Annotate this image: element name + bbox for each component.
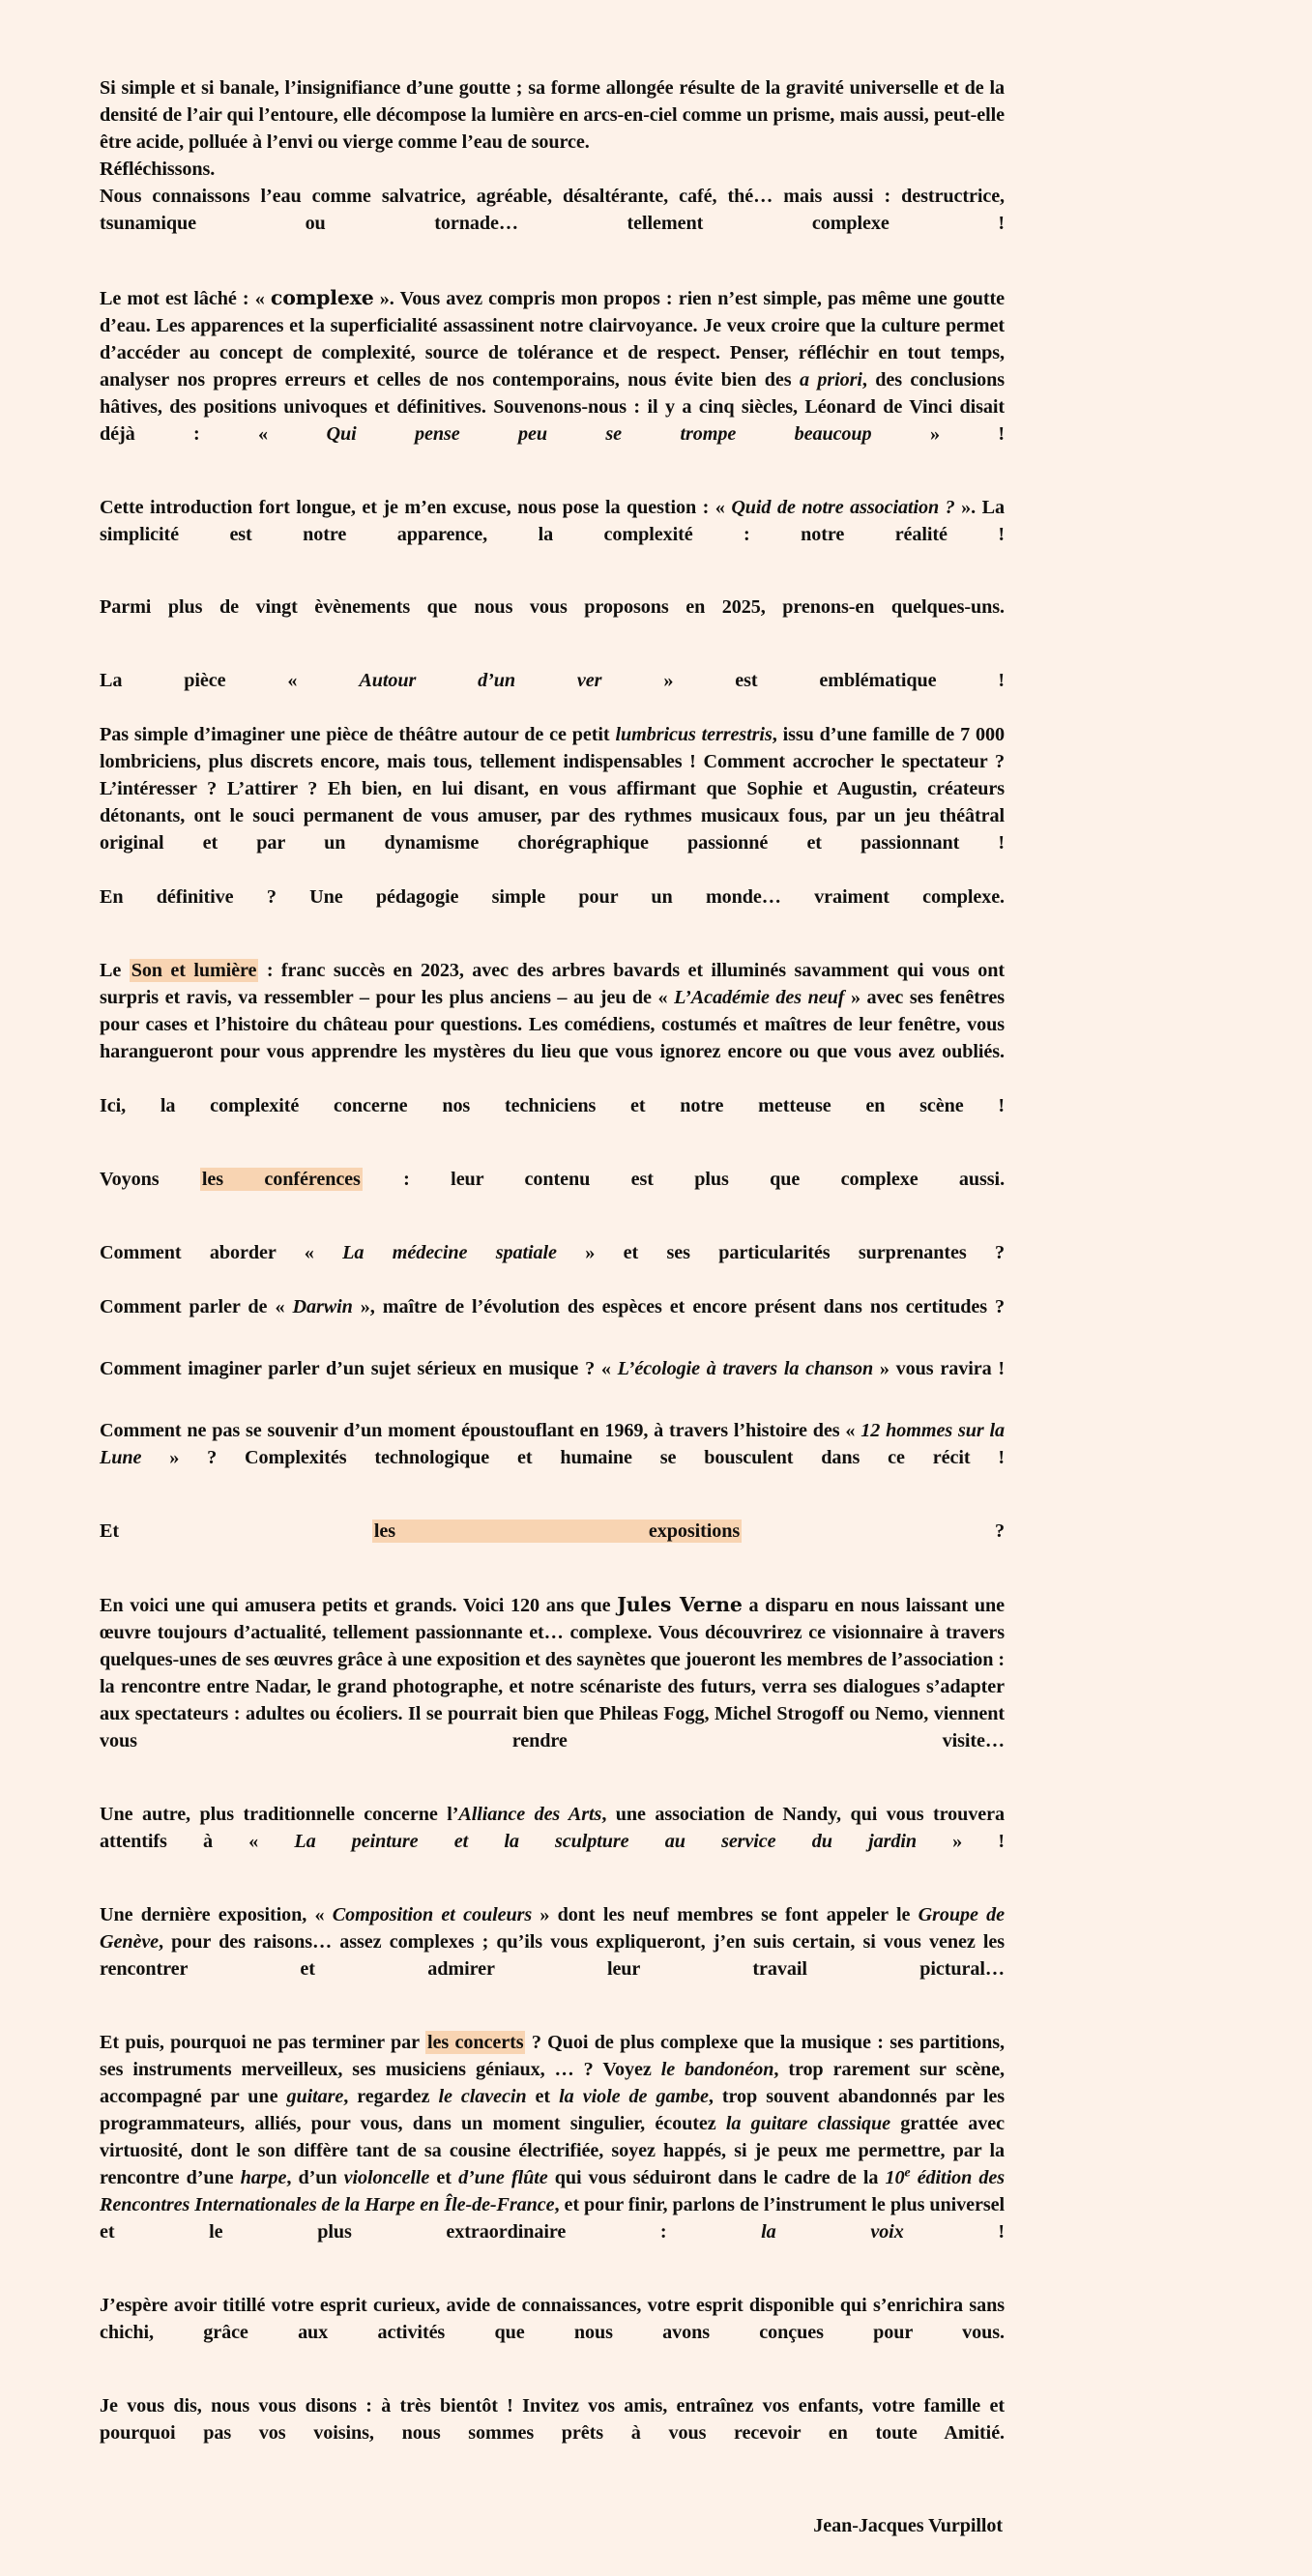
instrument-viole-de-gambe: la viole de gambe xyxy=(559,2085,709,2107)
text-run: , trop rarement sur scène, accompagné par une xyxy=(100,2059,1005,2107)
text-run: » et ses particularités surprenantes ? xyxy=(556,1241,1005,1263)
edition-number: 10 xyxy=(885,2166,905,2188)
paragraph-piece-body xyxy=(100,722,1005,884)
text-run: La pièce « xyxy=(100,670,360,692)
text-run: En voici une qui amusera petits et grands. Voici 120 ans que xyxy=(100,1595,618,1617)
paragraph-complexe xyxy=(100,284,1005,476)
text-run: grattée avec virtuosité, dont le son diffère tant de sa cousine électrifiée, soyez happés, si je peux me permettre, par la rencontre d’une xyxy=(100,2112,1005,2188)
text-run: : leur contenu est plus que complexe aussi. xyxy=(362,1168,1006,1190)
text-run: Une autre, plus traditionnelle concerne l’ xyxy=(100,1804,459,1826)
text-run: ! xyxy=(903,2220,1005,2243)
instrument-bandoneon: le bandonéon xyxy=(660,2059,774,2080)
instrument-la-voix: la voix xyxy=(761,2220,904,2243)
title-peinture-sculpture-jardin: La peinture et la sculpture au service du jardin xyxy=(294,1831,917,1853)
title-darwin: Darwin xyxy=(292,1295,353,1317)
paragraph-concerts xyxy=(100,2030,1005,2273)
text-run: , d’un xyxy=(286,2166,344,2188)
paragraph-conference-darwin xyxy=(100,1294,1005,1348)
name-jules-verne: Jules Verne xyxy=(617,1593,743,1617)
paragraph-conference-ecologie xyxy=(100,1356,1005,1410)
text-run: » dont les neuf membres se font appeler le xyxy=(532,1904,918,1926)
instrument-clavecin: le clavecin xyxy=(438,2085,527,2107)
highlight-les-expositions: les expositions xyxy=(373,1520,741,1542)
instrument-violoncelle: violoncelle xyxy=(343,2166,430,2188)
text-run: , trop souvent abandonnés par les programmateurs, alliés, pour vous, dans un moment singulier, écoutez xyxy=(100,2085,1005,2134)
instrument-harpe: harpe xyxy=(240,2166,287,2188)
text-run: Pas simple d’imaginer une pièce de théâtre autour de ce petit xyxy=(100,724,616,746)
highlight-son-et-lumiere: Son et lumière xyxy=(131,960,257,982)
quote-da-vinci: Qui pense peu se trompe beaucoup xyxy=(326,422,872,445)
text-run: » ! xyxy=(916,1831,1005,1853)
title-academie-des-neuf: L’Académie des neuf xyxy=(674,987,845,1009)
text-run: ? xyxy=(742,1520,1005,1542)
text-run: Comment ne pas se souvenir d’un moment époustouflant en 1969, à travers l’histoire des « xyxy=(100,1419,861,1441)
water-sentence: Nous connaissons l’eau comme salvatrice, agréable, désaltérante, café, thé… mais aussi : destructrice, tsunamique ou tornade… tellement complexe ! xyxy=(100,185,1005,234)
paragraph-son-et-lumiere-note xyxy=(100,1093,1005,1147)
text-run: Comment imaginer parler d’un sujet sérieux en musique ? « xyxy=(100,1357,618,1379)
text-run: Et xyxy=(100,1520,372,1542)
org-groupe-de-geneve: Groupe de Genève xyxy=(100,1904,1005,1954)
paragraph-son-et-lumiere xyxy=(100,958,1005,1093)
paragraph-introduction-longue xyxy=(100,495,1005,576)
title-composition-et-couleurs: Composition et couleurs xyxy=(332,1904,533,1926)
quote-quid: Quid de notre association ? xyxy=(731,496,955,518)
text-run: et xyxy=(429,2166,459,2188)
latin-lumbricus: lumbricus terrestris xyxy=(615,724,773,746)
text-run: Cette introduction fort longue, et je m’en excuse, nous pose la question : « xyxy=(100,496,732,518)
text-run: Et puis, pourquoi ne pas terminer par xyxy=(100,2032,426,2054)
highlight-les-conferences: les conférences xyxy=(201,1168,361,1190)
author-signature: Jean-Jacques Vurpillot xyxy=(813,2514,1003,2536)
paragraph-piece-conclusion xyxy=(100,884,1005,939)
text-run: » ? Complexités technologique et humaine se bousculent dans ce récit ! xyxy=(141,1446,1005,1468)
intro-sentence: Si simple et si banale, l’insignifiance d’une goutte ; sa forme allongée résulte de la gravité universelle et de la densité de l’air qui l’entoure, elle décompose la lumière en arcs-en-ciel comme un prisme, mais aussi, peut-elle être acide, polluée à l’envi ou vierge comme l’eau de source. xyxy=(100,77,1005,153)
event-name: édition des Rencontres Internationales de la Harpe en Île-de-France xyxy=(100,2166,1005,2215)
text-run: : franc succès en 2023, avec des arbres bavards et illuminés savamment qui vous ont surpris et ravis, va ressembler – pour les plus anciens – au jeu de « xyxy=(100,960,1005,1009)
text-run: ». La simplicité est notre apparence, la complexité : notre réalité ! xyxy=(100,496,1005,545)
text-run: , pour des raisons… assez complexes ; qu’ils vous expliqueront, j’en suis certain, si vous venez les rencontrer et admirer leur travail pictural… xyxy=(100,1931,1005,1981)
paragraph-evenements-2025 xyxy=(100,594,1005,649)
text-run: » vous ravira ! xyxy=(873,1357,1005,1379)
instrument-guitare-classique: la guitare classique xyxy=(725,2112,890,2134)
edition-ordinal-suffix: e xyxy=(904,2164,911,2180)
text-run: , des conclusions hâtives, des positions univoques et définitives. Souvenons-nous : il y a cinq siècles, Léonard de Vinci disait déjà : « xyxy=(100,368,1005,445)
text-run: Le xyxy=(100,960,130,982)
paragraph-conferences xyxy=(100,1167,1005,1221)
instrument-flute: d’une flûte xyxy=(458,2166,548,2188)
text-run: , regardez xyxy=(343,2085,439,2107)
text-run: , une association de Nandy, qui vous trouvera attentifs à « xyxy=(100,1804,1005,1853)
paragraph-jules-verne xyxy=(100,1591,1005,1782)
text-run: , issu d’une famille de 7 000 lombriciens, plus discrets encore, mais tous, tellement indispensables ! Comment accrocher le spectateur ? L’intéresser ? L’attirer ? Eh bien, en lui disant, en vous affirmant que Sophie et Augustin, créateurs détonants, ont le souci permanent de vous amuser, par des rythmes musicaux fous, par un jeu théâtral original et par un dynamisme chorégraphique passionné et passionnant ! xyxy=(100,724,1005,854)
text-run: » est emblématique ! xyxy=(601,670,1005,692)
text-run: En définitive ? Une pédagogie simple pour un monde… vraiment complexe. xyxy=(100,886,1005,909)
title-autour-dun-ver: Autour d’un ver xyxy=(359,670,602,692)
text-run: qui vous séduiront dans le cadre de la xyxy=(547,2166,886,2188)
paragraph-alliance-des-arts xyxy=(100,1802,1005,1883)
text-run: Comment parler de « xyxy=(100,1295,293,1317)
document-body xyxy=(100,75,1005,2537)
reflechissons-line: Réfléchissons. xyxy=(100,158,216,180)
text-run: J’espère avoir titillé votre esprit curieux, avide de connaissances, votre esprit disponible qui s’enrichira sans chichi, grâce aux activités que nous avons conçues pour vous. xyxy=(100,2294,1005,2343)
paragraph-intro xyxy=(100,75,1005,265)
text-run: Une dernière exposition, « xyxy=(100,1904,333,1926)
title-medecine-spatiale: La médecine spatiale xyxy=(342,1241,557,1263)
word-complexe: complexe xyxy=(270,285,374,309)
paragraph-espoir xyxy=(100,2293,1005,2374)
paragraph-expositions-heading xyxy=(100,1519,1005,1573)
text-run: Le mot est lâché : « xyxy=(100,287,271,309)
highlight-les-concerts: les concerts xyxy=(427,2032,524,2054)
text-run: Comment aborder « xyxy=(100,1241,343,1263)
text-run: Je vous dis, nous vous disons : à très bientôt ! Invitez vos amis, entraînez vos enfants, votre famille et pourquoi pas vos voisins, nous sommes prêts à vous recevoir en toute Amitié. xyxy=(100,2394,1005,2444)
title-ecologie-chanson: L’écologie à travers la chanson xyxy=(617,1357,874,1379)
text-run: a disparu en nous laissant une œuvre toujours d’actualité, tellement passionnante et… complexe. Vous découvrirez ce visionnaire à travers quelques-unes de ses œuvres grâce à une exposition et des saynètes que joueront les membres de l’association : la rencontre entre Nadar, le grand photographe, et notre scénariste des futurs, verra ses dialogues s’adapter aux spectateurs : adultes ou écoliers. Il se pourrait bien que Phileas Fogg, Michel Strogoff ou Nemo, viennent vous rendre visite… xyxy=(100,1595,1005,1752)
text-run: Parmi plus de vingt èvènements que nous vous proposons en 2025, prenons-en quelques-uns. xyxy=(100,596,1005,619)
latin-a-priori: a priori xyxy=(799,368,862,391)
text-run: ». Vous avez compris mon propos : rien n’est simple, pas même une goutte d’eau. Les apparences et la superficialité assassinent notre clairvoyance. Je veux croire que la culture permet d’accéder au concept de complexité, source de tolérance et de respect. Penser, réfléchir en tout temps, analyser nos propres erreurs et celles de nos contemporains, nous évite bien des xyxy=(100,287,1005,391)
paragraph-invitation xyxy=(100,2393,1005,2475)
paragraph-conference-medecine xyxy=(100,1240,1005,1294)
paragraph-piece-title xyxy=(100,668,1005,722)
text-run: », maître de l’évolution des espèces et encore présent dans nos certitudes ? xyxy=(352,1295,1005,1317)
instrument-guitare: guitare xyxy=(286,2085,344,2107)
text-run: » ! xyxy=(871,422,1005,445)
text-run: , et pour finir, parlons de l’instrument le plus universel et le plus extraordinaire : xyxy=(100,2193,1005,2243)
text-run: Ici, la complexité concerne nos techniciens et notre metteuse en scène ! xyxy=(100,1094,1005,1116)
text-run: ? Quoi de plus complexe que la musique : ses partitions, ses instruments merveilleux, ses musiciens géniaux, … ? Voyez xyxy=(100,2032,1006,2080)
org-alliance-des-arts: Alliance des Arts xyxy=(458,1804,602,1826)
text-run: Voyons xyxy=(100,1168,200,1190)
text-run: » avec ses fenêtres pour cases et l’histoire du château pour questions. Les comédiens, costumés et maîtres de leur fenêtre, vous harangueront pour vous apprendre les mystères du lieu que vous ignorez encore ou que vous avez oubliés. xyxy=(100,987,1005,1062)
paragraph-conference-lune xyxy=(100,1418,1005,1499)
title-12-hommes-sur-la-lune: 12 hommes sur la Lune xyxy=(100,1419,1005,1468)
text-run: et xyxy=(526,2085,560,2107)
paragraph-composition-couleurs xyxy=(100,1902,1005,2011)
